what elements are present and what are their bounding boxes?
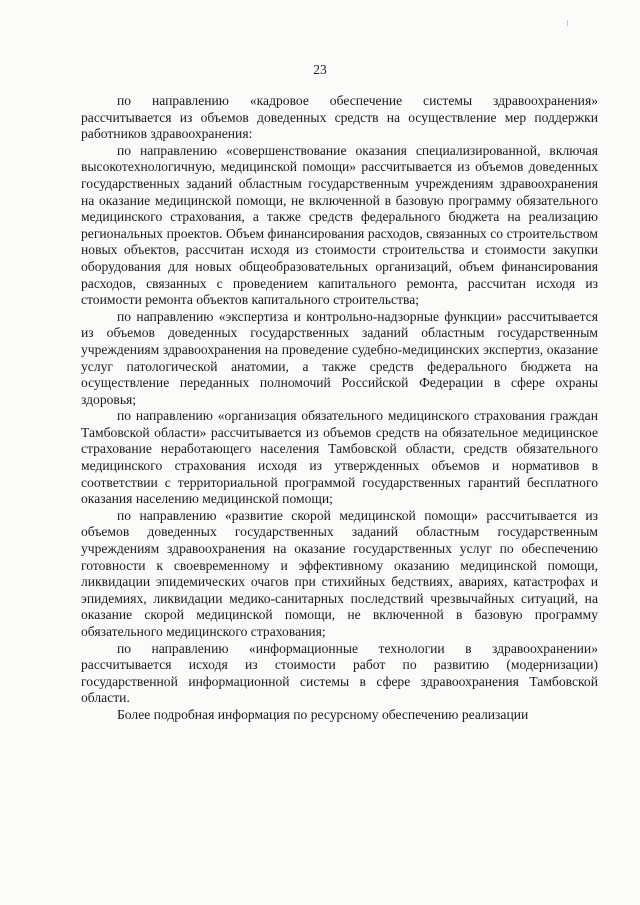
paragraph-expertise-supervision: по направлению «экспертиза и контрольно-надзорные функции» рассчитывается из объемов доведенных государственных заданий областным государственным учреждениям здравоохранения на проведение судебно-медицинских экспертиз, оказание услуг патологической анатомии, а также средств федерального бюджета на осуществление переданных полномочий Российской Федерации в сфере охраны здоровья; xyxy=(81,308,598,407)
paragraph-resource-info: Более подробная информация по ресурсному обеспечению реализации xyxy=(117,706,529,722)
paragraph-emergency-care: по направлению «развитие скорой медицинской помощи» рассчитывается из объемов доведенных государственных заданий областным государственным учреждениям здравоохранения на оказание государственных услуг по обеспечению готовности к своевременному и эффективному оказанию медицинской помощи, ликвидации эпидемических очагов при стихийных бедствиях, авариях, катастрофах и эпидемиях, ликвидации медико-санитарных последствий чрезвычайных ситуаций, на оказание скорой медицинской помощи, не включенной в базовую программу обязательного медицинского страхования; xyxy=(81,507,598,639)
paragraph-medical-insurance: по направлению «организация обязательного медицинского страхования граждан Тамбовской области» рассчитывается из объемов средств на обязательное медицинское страхование неработающего населения Тамбовской области, средств обязательного медицинского страхования исходя из утвержденных объемов и нормативов в соответствии с территориальной программой государственных гарантий бесплатного оказания населению медицинской помощи; xyxy=(81,408,598,507)
document-body xyxy=(81,93,598,724)
paragraph-personnel-support: по направлению «кадровое обеспечение системы здравоохранения» рассчитывается из объемов доведенных средств на осуществление мер поддержки работников здравоохранения: xyxy=(81,93,598,142)
page-number: 23 xyxy=(313,62,327,77)
paragraph-information-technology: по направлению «информационные технологии в здравоохранении» рассчитывается исходя из стоимости работ по развитию (модернизации) государственной информационной системы в сфере здравоохранения Тамбовской области. xyxy=(81,640,598,706)
scan-artifact-mark xyxy=(567,20,568,26)
paragraph-specialized-care: по направлению «совершенствование оказания специализированной, включая высокотехнологичную, медицинской помощи» рассчитывается из объемов доведенных государственных заданий областным государственным учреждениям здравоохранения на оказание медицинской помощи, не включенной в базовую программу обязательного медицинского страхования, а также средств федерального бюджета на реализацию региональных проектов. Объем финансирования расходов, связанных со строительством новых объектов, рассчитан исходя из стоимости строительства и стоимости закупки оборудования для новых общеобразовательных организаций, объем финансирования расходов, связанных с проведением капитального ремонта, рассчитан исходя из стоимости ремонта объектов капитального строительства; xyxy=(81,142,598,308)
